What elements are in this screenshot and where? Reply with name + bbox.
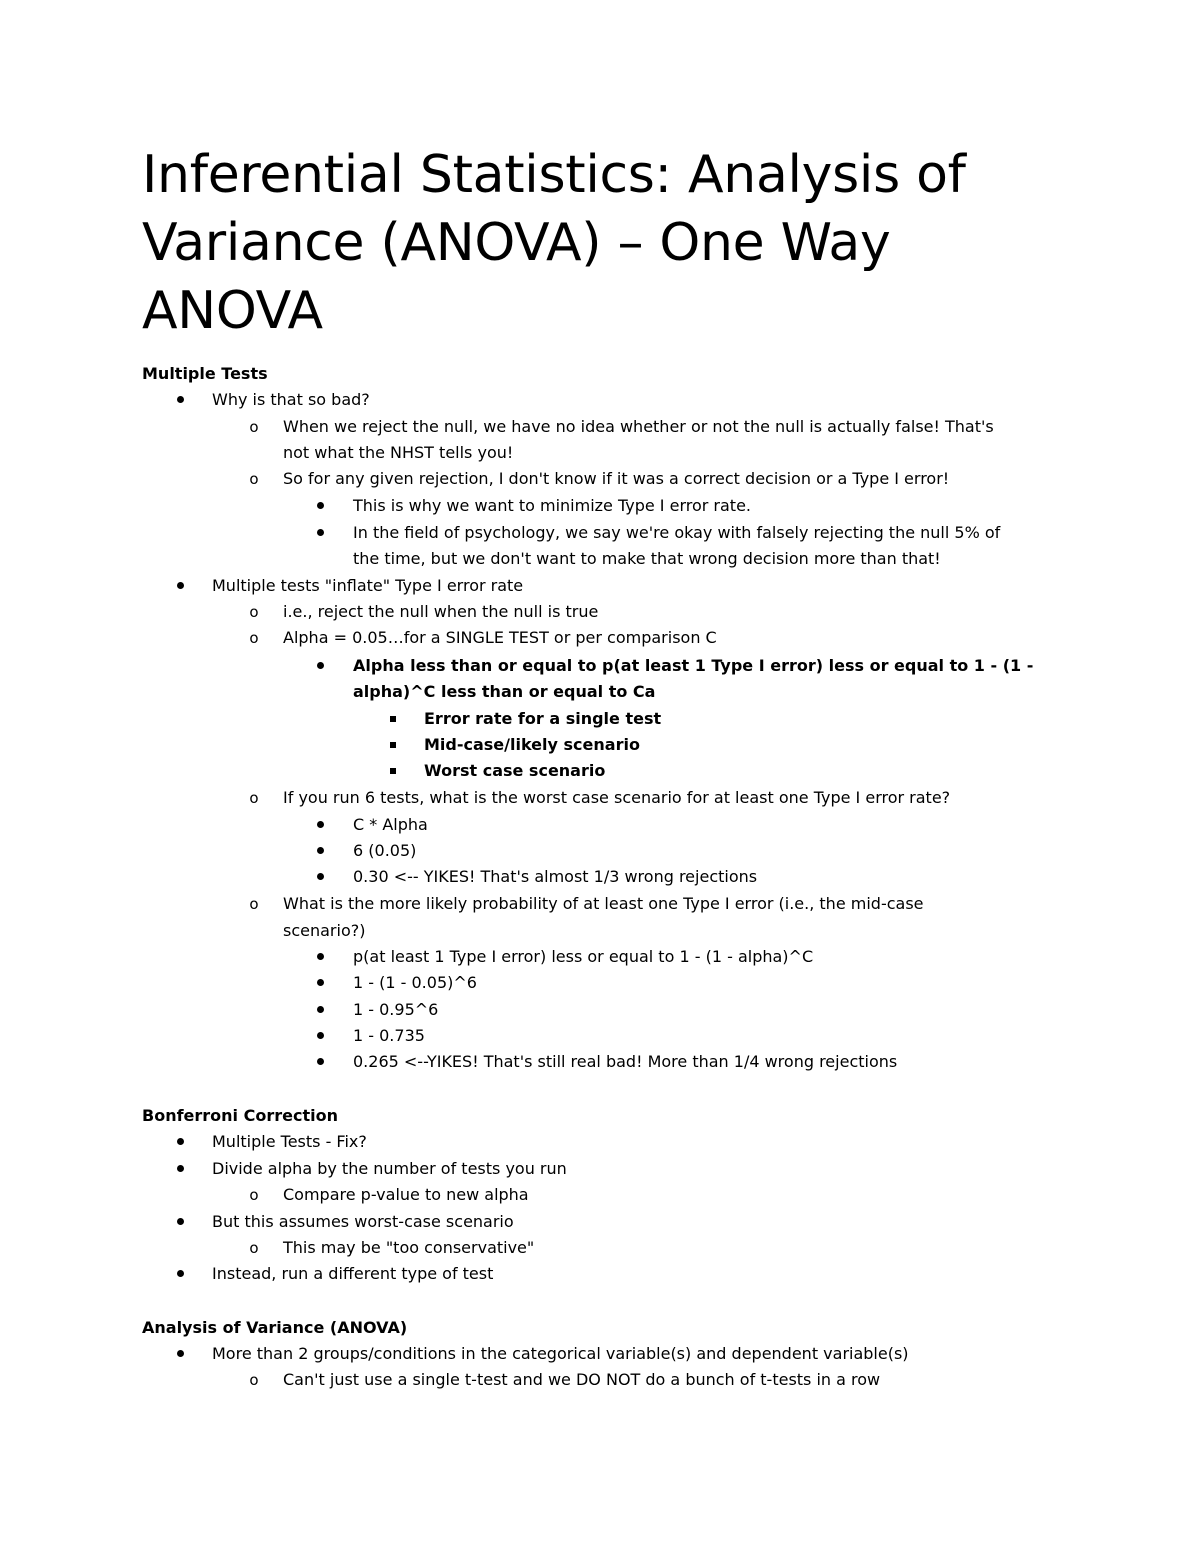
circle-bullet-icon: o <box>249 1186 259 1204</box>
circle-bullet-icon: o <box>249 629 259 647</box>
bullet-icon <box>310 1023 330 1049</box>
list-item-text: Divide alpha by the number of tests you run <box>212 1159 567 1178</box>
list-item-text: Alpha = 0.05…for a SINGLE TEST or per comparison C <box>283 628 717 647</box>
bullet-icon <box>310 997 330 1023</box>
circle-bullet-icon: o <box>249 470 259 488</box>
list-item-text: This is why we want to minimize Type I error rate. <box>353 496 752 515</box>
section-heading-anova: Analysis of Variance (ANOVA) <box>142 1318 408 1337</box>
section-heading-multiple-tests: Multiple Tests <box>142 364 268 383</box>
bullet-icon <box>310 653 330 679</box>
section-heading-bonferroni: Bonferroni Correction <box>142 1106 338 1125</box>
bullet-icon <box>310 1049 330 1075</box>
list-item-text: 6 (0.05) <box>353 841 417 860</box>
circle-bullet-icon: o <box>249 789 259 807</box>
bullet-icon <box>170 1261 190 1287</box>
list-item-text: Multiple Tests - Fix? <box>212 1132 367 1151</box>
list-item-text: What is the more likely probability of at least one Type I error (i.e., the mid-case <box>283 894 924 913</box>
list-item-text: More than 2 groups/conditions in the categorical variable(s) and dependent variable(s) <box>212 1344 909 1363</box>
list-item-text: not what the NHST tells you! <box>283 443 514 462</box>
list-item-text: the time, but we don't want to make that wrong decision more than that! <box>353 549 941 568</box>
bullet-icon <box>310 944 330 970</box>
list-item-text: Why is that so bad? <box>212 390 370 409</box>
list-item-text: 1 - (1 - 0.05)^6 <box>353 973 477 992</box>
list-item-text: p(at least 1 Type I error) less or equal to 1 - (1 - alpha)^C <box>353 947 814 966</box>
circle-bullet-icon: o <box>249 1239 259 1257</box>
bullet-icon <box>310 812 330 838</box>
document-title: Inferential Statistics: Analysis of Variance (ANOVA) – One Way ANOVA <box>142 145 966 341</box>
list-item-text: Compare p-value to new alpha <box>283 1185 529 1204</box>
list-item-text: i.e., reject the null when the null is true <box>283 602 599 621</box>
list-item-text: scenario?) <box>283 921 366 940</box>
circle-bullet-icon: o <box>249 603 259 621</box>
bullet-icon <box>310 838 330 864</box>
square-bullet-icon <box>383 732 403 758</box>
bullet-icon <box>310 970 330 996</box>
bullet-icon <box>170 573 190 599</box>
list-item-text: Instead, run a different type of test <box>212 1264 494 1283</box>
list-item-text: Error rate for a single test <box>424 709 662 728</box>
list-item-text: If you run 6 tests, what is the worst case scenario for at least one Type I error rate? <box>283 788 951 807</box>
square-bullet-icon <box>383 758 403 784</box>
list-item-text: alpha)^C less than or equal to Ca <box>353 682 656 701</box>
list-item-text: Alpha less than or equal to p(at least 1 Type I error) less or equal to 1 - (1 - <box>353 656 1034 675</box>
circle-bullet-icon: o <box>249 1371 259 1389</box>
bullet-icon <box>310 864 330 890</box>
list-item-text: Can't just use a single t-test and we DO NOT do a bunch of t-tests in a row <box>283 1370 881 1389</box>
bullet-icon <box>310 520 330 546</box>
list-item-text: This may be "too conservative" <box>283 1238 535 1257</box>
bullet-icon <box>170 1129 190 1155</box>
list-item-text: 1 - 0.735 <box>353 1026 425 1045</box>
bullet-icon <box>170 1156 190 1182</box>
list-item-text: In the field of psychology, we say we're okay with falsely rejecting the null 5% of <box>353 523 1001 542</box>
list-item-text: C * Alpha <box>353 815 428 834</box>
circle-bullet-icon: o <box>249 418 259 436</box>
list-item-text: 0.265 <--YIKES! That's still real bad! More than 1/4 wrong rejections <box>353 1052 898 1071</box>
square-bullet-icon <box>383 706 403 732</box>
circle-bullet-icon: o <box>249 895 259 913</box>
list-item-text: But this assumes worst-case scenario <box>212 1212 514 1231</box>
list-item-text: Worst case scenario <box>424 761 606 780</box>
list-item-text: Mid-case/likely scenario <box>424 735 640 754</box>
bullet-icon <box>170 387 190 413</box>
list-item-text: When we reject the null, we have no idea whether or not the null is actually false! That's <box>283 417 994 436</box>
bullet-icon <box>170 1209 190 1235</box>
bullet-icon <box>170 1341 190 1367</box>
list-item-text: Multiple tests "inflate" Type I error rate <box>212 576 524 595</box>
list-item-text: 0.30 <-- YIKES! That's almost 1/3 wrong rejections <box>353 867 758 886</box>
list-item-text: So for any given rejection, I don't know if it was a correct decision or a Type I error! <box>283 469 950 488</box>
list-item-text: 1 - 0.95^6 <box>353 1000 439 1019</box>
bullet-icon <box>310 493 330 519</box>
